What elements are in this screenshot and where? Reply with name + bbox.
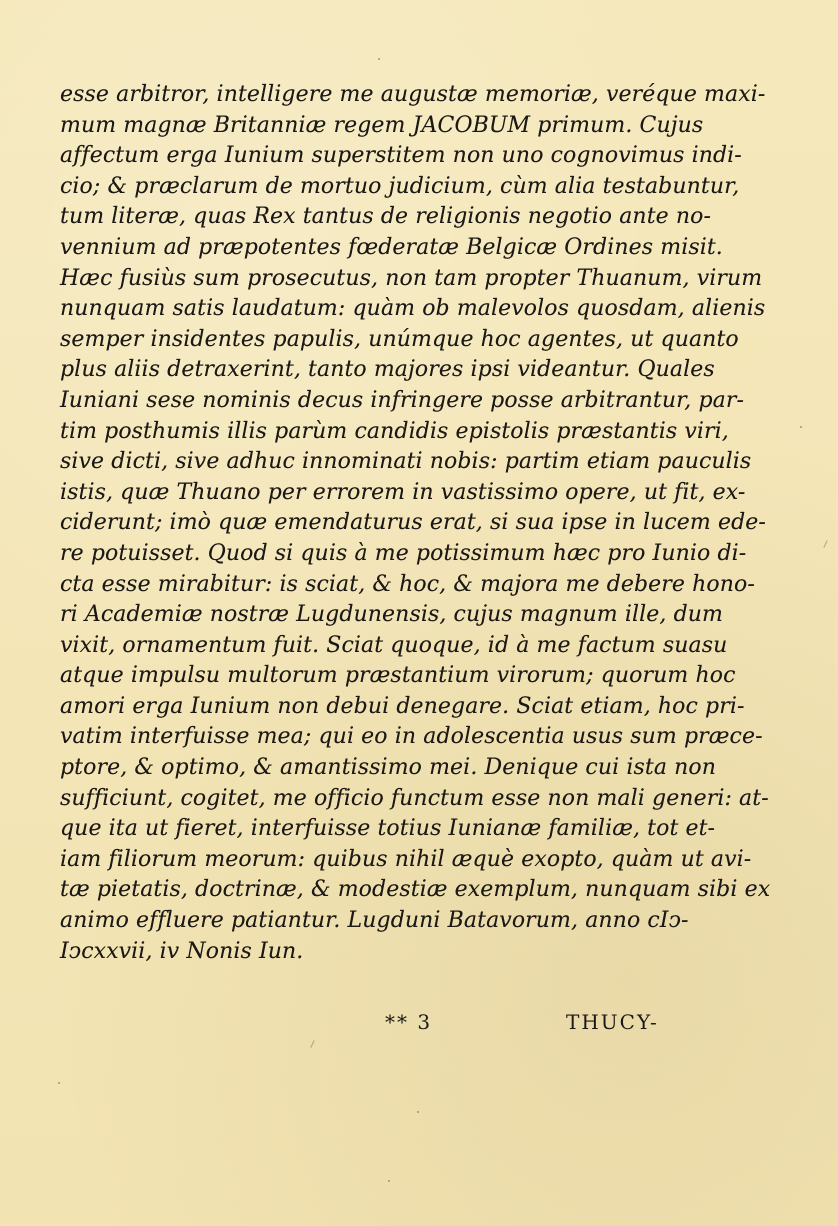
text-line: plus aliis detraxerint, tanto majores ipsi videantur. Quales (60, 357, 715, 383)
text-line: semper insidentes papulis, unúmque hoc agentes, ut quanto (60, 326, 739, 352)
text-line: esse arbitror, intelligere me augustæ memoriæ, veréque maxi- (60, 82, 766, 107)
text-line: Iuniani sese nominis decus infringere posse arbitrantur, par- (60, 387, 745, 413)
text-line: vatim interfuisse mea; qui eo in adolescentia usus sum præce- (60, 724, 763, 750)
text-line: istis, quæ Thuano per errorem in vastissimo opere, ut fit, ex- (60, 479, 746, 505)
text-line: atque impulsu multorum præstantium virorum; quorum hoc (60, 663, 736, 689)
text-line: tum literæ, quas Rex tantus de religionis negotio ante no- (60, 204, 712, 230)
text-line: affectum erga Iunium superstitem non uno cognovimus indi- (60, 143, 742, 169)
paper-speck (417, 1111, 419, 1113)
text-line: sive dicti, sive adhuc innominati nobis: partim etiam pauculis (60, 449, 752, 475)
text-line: amori erga Iunium non debui denegare. Sciat etiam, hoc pri- (60, 693, 745, 719)
text-line: ciderunt; imò quæ emendaturus erat, si sua ipse in lucem ede- (60, 510, 766, 536)
body-text (60, 80, 771, 967)
paper-speck (800, 426, 802, 428)
text-line: cta esse mirabitur: is sciat, & hoc, & majora me debere hono- (60, 571, 755, 597)
text-line: vennium ad præpotentes fœderatæ Belgicæ Ordines misit. (60, 234, 723, 260)
text-line: ri Academiæ nostræ Lugdunensis, cujus magnum ille, dum (60, 602, 723, 628)
text-line: que ita ut fieret, interfuisse totius Iunianæ familiæ, tot et- (60, 816, 716, 842)
catchword: THUCY- (566, 1010, 659, 1034)
paper-speck (58, 1082, 60, 1084)
paper-speck (388, 1180, 390, 1182)
text-line: ptore, & optimo, & amantissimo mei. Denique cui ista non (60, 755, 717, 781)
text-line: nunquam satis laudatum: quàm ob malevolos quosdam, alienis (60, 296, 766, 322)
text-line: tæ pietatis, doctrinæ, & modestiæ exemplum, nunquam sibi ex (60, 877, 771, 903)
paper-speck (378, 58, 380, 60)
text-line: cio; & præclarum de mortuo judicium, cùm alia testabuntur, (60, 173, 740, 199)
text-line: animo effluere patiantur. Lugduni Batavorum, anno cIↄ- (60, 908, 689, 934)
text-line: Hæc fusiùs sum prosecutus, non tam propter Thuanum, virum (60, 265, 763, 291)
text-line: sufficiunt, cogitet, me officio functum esse non mali generi: at- (60, 785, 769, 811)
paper-mark (823, 540, 827, 548)
text-line: Iↄcxxvii, iv Nonis Iun. (60, 938, 304, 964)
text-line: vixit, ornamentum fuit. Sciat quoque, id à me factum suasu (60, 632, 728, 658)
signature-mark: ** 3 (385, 1010, 433, 1034)
paper-mark (310, 1040, 314, 1048)
text-line: re potuisset. Quod si quis à me potissimum hæc pro Iunio di- (60, 540, 747, 566)
text-line: mum magnæ Britanniæ regem JACOBUM primum. Cujus (60, 112, 704, 138)
text-line: iam filiorum meorum: quibus nihil æquè exopto, quàm ut avi- (60, 846, 752, 872)
text-line: tim posthumis illis parùm candidis epistolis præstantis viri, (60, 418, 729, 444)
